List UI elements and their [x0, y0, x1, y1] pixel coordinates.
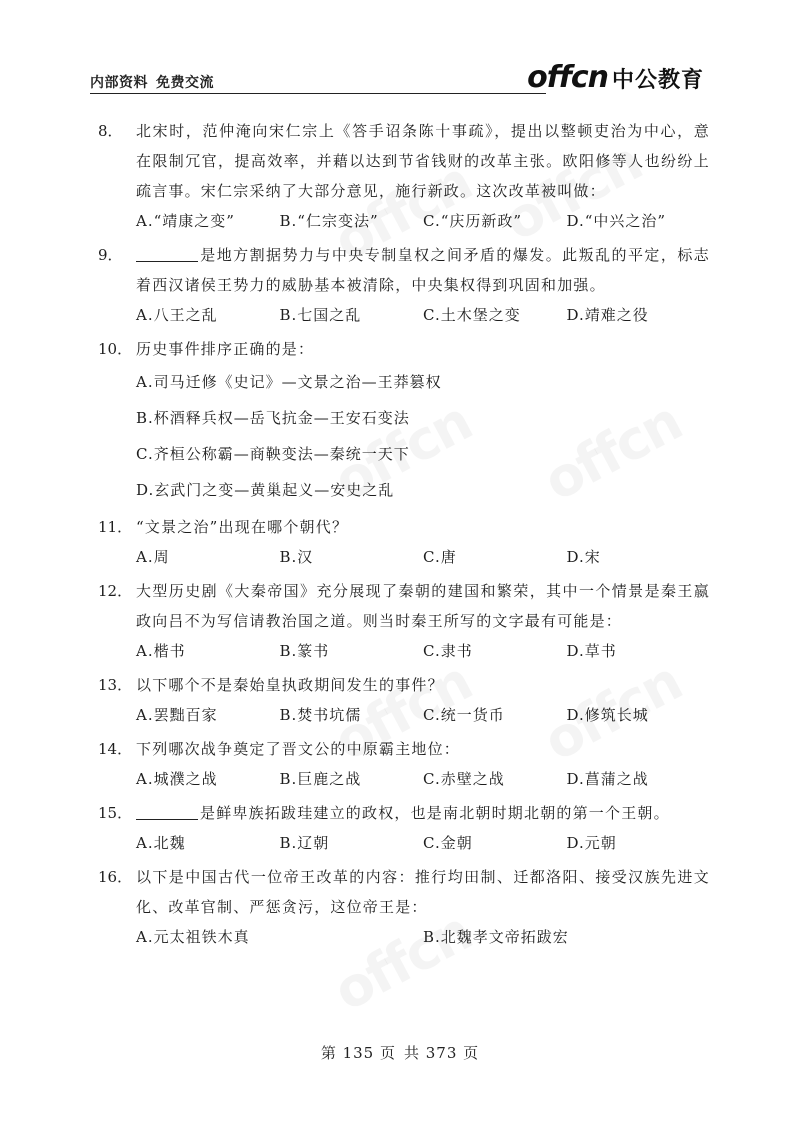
question-text: 以下哪个不是秦始皇执政期间发生的事件？	[136, 676, 444, 694]
option-row	[98, 700, 710, 730]
option-c: C.唐	[423, 548, 457, 566]
page-total: 共 373 页	[404, 1044, 480, 1062]
option-b: B.汉	[279, 548, 314, 566]
page-number: 第 135 页	[320, 1044, 396, 1062]
question-number: 14．	[98, 740, 133, 758]
option-b: B.篆书	[279, 642, 330, 660]
option-a: A.八王之乱	[136, 306, 218, 324]
question-9	[98, 240, 710, 330]
question-number: 10．	[98, 340, 133, 358]
option-row	[98, 922, 710, 952]
option-c: C.土木堡之变	[423, 306, 521, 324]
header-rule	[90, 93, 546, 94]
option-a: A.司马迁修《史记》—文景之治—王莽篡权	[136, 373, 442, 391]
option-c: C.赤壁之战	[423, 770, 505, 788]
option-d: D.修筑长城	[566, 706, 649, 724]
option-row	[98, 828, 710, 858]
option-a: A.楷书	[136, 642, 186, 660]
option-a: A.“靖康之变”	[136, 212, 235, 230]
option-d: D.宋	[566, 548, 601, 566]
option-list	[98, 364, 710, 508]
option-c: C.统一货币	[423, 706, 505, 724]
option-b: B.辽朝	[279, 834, 330, 852]
answer-blank	[136, 803, 198, 820]
question-14	[98, 734, 710, 794]
option-row	[98, 636, 710, 666]
option-a: A.城濮之战	[136, 770, 218, 788]
option-b: B.杯酒释兵权—岳飞抗金—王安石变法	[136, 409, 410, 427]
option-a: A.北魏	[136, 834, 186, 852]
question-text-wrapper	[136, 240, 710, 300]
option-b: B.北魏孝文帝拓跋宏	[423, 928, 569, 946]
question-list	[98, 116, 710, 956]
question-8	[98, 116, 710, 236]
option-d: D.菖蒲之战	[566, 770, 649, 788]
question-text: 是鲜卑族拓跋珪建立的政权，也是南北朝时期北朝的第一个王朝。	[200, 804, 670, 822]
question-number: 15．	[98, 804, 133, 822]
question-12	[98, 576, 710, 666]
option-row	[98, 542, 710, 572]
option-b: B.“仁宗变法”	[279, 212, 379, 230]
option-a: A.罢黜百家	[136, 706, 218, 724]
question-16	[98, 862, 710, 952]
option-c: C.“庆历新政”	[423, 212, 523, 230]
question-number: 8．	[98, 122, 123, 140]
question-number: 12．	[98, 582, 133, 600]
option-a: A.元太祖铁木真	[136, 928, 250, 946]
question-number: 11．	[98, 518, 133, 536]
question-text: 以下是中国古代一位帝王改革的内容：推行均田制、迁都洛阳、接受汉族先进文化、改革官制、严惩贪污，这位帝王是：	[136, 868, 710, 916]
option-a: A.周	[136, 548, 170, 566]
question-text: “文景之治”出现在哪个朝代？	[136, 518, 349, 536]
option-c: C.隶书	[423, 642, 473, 660]
option-c: C.齐桓公称霸—商鞅变法—秦统一天下	[136, 445, 410, 463]
question-13	[98, 670, 710, 730]
option-row	[98, 300, 710, 330]
question-11	[98, 512, 710, 572]
question-number: 16．	[98, 868, 133, 886]
option-b: B.焚书坑儒	[279, 706, 362, 724]
answer-blank	[136, 245, 198, 262]
option-b: B.巨鹿之战	[279, 770, 362, 788]
offcn-logo	[527, 60, 704, 95]
question-text: 历史事件排序正确的是：	[136, 340, 315, 358]
logo-latin-text: offcn	[527, 60, 608, 95]
logo-cn-text: 中公教育	[611, 68, 704, 93]
question-number: 13．	[98, 676, 133, 694]
header-label	[90, 72, 214, 92]
option-d: D.玄武门之变—黄巢起义—安史之乱	[136, 481, 395, 499]
header-label-internal: 内部资料	[90, 75, 148, 91]
option-d: D.“中兴之治”	[566, 212, 667, 230]
option-d: D.元朝	[566, 834, 617, 852]
question-text: 大型历史剧《大秦帝国》充分展现了秦朝的建国和繁荣，其中一个情景是秦王嬴政向吕不为写信请教治国之道。则当时秦王所写的文字最有可能是：	[136, 582, 710, 630]
option-d: D.草书	[566, 642, 617, 660]
option-b: B.七国之乱	[279, 306, 362, 324]
header-label-free: 免费交流	[156, 75, 214, 91]
question-text: 下列哪次战争奠定了晋文公的中原霸主地位：	[136, 740, 461, 758]
option-row	[98, 764, 710, 794]
page-footer	[0, 1042, 800, 1063]
question-text: 北宋时，范仲淹向宋仁宗上《答手诏条陈十事疏》，提出以整顿吏治为中心，意在限制冗官，提高效率，并藉以达到节省钱财的改革主张。欧阳修等人也纷纷上疏言事。宋仁宗采纳了大部分意见，施行新政。这次改革被叫做：	[136, 122, 710, 200]
option-d: D.靖难之役	[566, 306, 649, 324]
question-number: 9．	[98, 246, 123, 264]
question-text-wrapper	[136, 798, 710, 828]
question-15	[98, 798, 710, 858]
option-c: C.金朝	[423, 834, 473, 852]
option-row	[98, 206, 710, 236]
question-text: 是地方割据势力与中央专制皇权之间矛盾的爆发。此叛乱的平定，标志着西汉诸侯王势力的威胁基本被清除，中央集权得到巩固和加强。	[136, 246, 710, 294]
page-header	[90, 60, 710, 96]
question-10	[98, 334, 710, 508]
